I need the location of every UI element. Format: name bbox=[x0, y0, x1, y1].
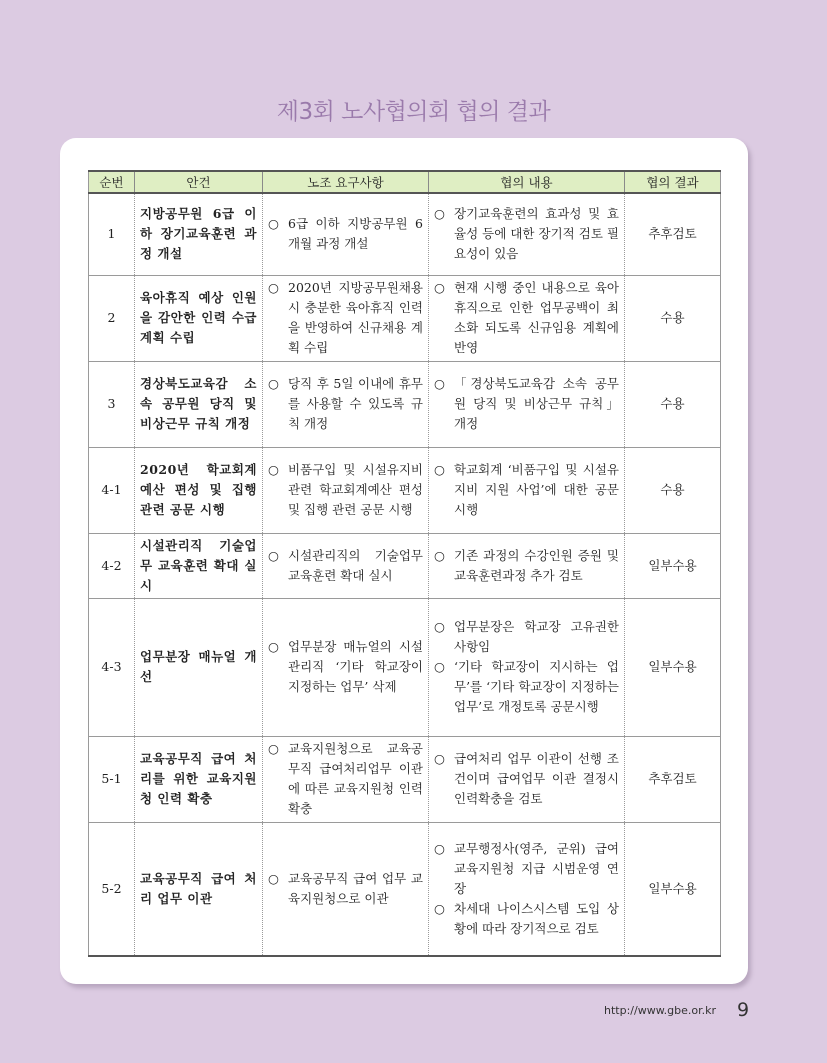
content-text: 현재 시행 중인 내용으로 육아휴직으로 인한 업무공백이 최소화 되도록 신규임용 계획에 반영 bbox=[454, 280, 619, 355]
page-number: 9 bbox=[737, 999, 750, 1021]
table-row bbox=[89, 736, 721, 822]
table-row bbox=[89, 598, 721, 736]
content-text: 급여처리 업무 이관이 선행 조건이며 급여업무 이관 결정시 인력확충을 검토 bbox=[454, 751, 619, 806]
demand-text: 2020년 지방공무원채용 시 충분한 육아휴직 인력을 반영하여 신규채용 계획 수립 bbox=[288, 280, 423, 355]
table-row bbox=[89, 533, 721, 598]
content-text: 차세대 나이스시스템 도입 상황에 따라 장기적으로 검토 bbox=[454, 900, 619, 936]
row-result: 일부수용 bbox=[625, 598, 721, 736]
header-contents: 협의 내용 bbox=[429, 171, 625, 193]
row-demands: ○ 업무분장 매뉴얼의 시설관리직 ‘기타 학교장이 지정하는 업무’ 삭제 bbox=[263, 598, 429, 736]
row-number: 4-3 bbox=[89, 598, 135, 736]
row-number: 2 bbox=[89, 275, 135, 361]
row-contents: ○ 장기교육훈련의 효과성 및 효율성 등에 대한 장기적 검토 필요성이 있음 bbox=[429, 193, 625, 275]
table-row bbox=[89, 193, 721, 275]
header-no: 순번 bbox=[89, 171, 135, 193]
row-agenda: 경상북도교육감 소속 공무원 당직 및 비상근무 규칙 개정 bbox=[135, 361, 263, 447]
table-row bbox=[89, 447, 721, 533]
row-result: 추후검토 bbox=[625, 193, 721, 275]
row-agenda: 시설관리직 기술업무 교육훈련 확대 실시 bbox=[135, 533, 263, 598]
row-result: 일부수용 bbox=[625, 822, 721, 956]
table-row bbox=[89, 822, 721, 956]
row-number: 3 bbox=[89, 361, 135, 447]
page-title: 제3회 노사협의회 협의 결과 bbox=[276, 99, 551, 125]
table-row bbox=[89, 275, 721, 361]
row-number: 5-2 bbox=[89, 822, 135, 956]
row-demands: ○ 2020년 지방공무원채용 시 충분한 육아휴직 인력을 반영하여 신규채용 계획 수립 bbox=[263, 275, 429, 361]
row-contents: ○ 기존 과정의 수강인원 증원 및 교육훈련과정 추가 검토 bbox=[429, 533, 625, 598]
content-text: 장기교육훈련의 효과성 및 효율성 등에 대한 장기적 검토 필요성이 있음 bbox=[454, 206, 619, 262]
row-demands: ○ 시설관리직의 기술업무 교육훈련 확대 실시 bbox=[263, 533, 429, 598]
header-demands: 노조 요구사항 bbox=[263, 171, 429, 193]
row-demands: ○ 비품구입 및 시설유지비 관련 학교회계예산 편성 및 집행 관련 공문 시행 bbox=[263, 447, 429, 533]
content-card bbox=[60, 138, 748, 984]
content-text: 「경상북도교육감 소속 공무원 당직 및 비상근무 규칙」 개정 bbox=[454, 376, 619, 431]
row-result: 일부수용 bbox=[625, 533, 721, 598]
row-number: 5-1 bbox=[89, 736, 135, 822]
row-demands: ○ 6급 이하 지방공무원 6개월 과정 개설 bbox=[263, 193, 429, 275]
row-contents: ○ 교무행정사(영주, 군위) 급여 교육지원청 지급 시범운영 연장 ○ 차세대 나이스시스템 도입 상황에 따라 장기적으로 검토 bbox=[429, 822, 625, 956]
demand-text: 교육공무직 급여 업무 교육지원청으로 이관 bbox=[288, 870, 423, 906]
footer-url: http://www.gbe.or.kr bbox=[604, 1004, 717, 1017]
row-result: 수용 bbox=[625, 275, 721, 361]
row-number: 4-1 bbox=[89, 447, 135, 533]
row-result: 수용 bbox=[625, 447, 721, 533]
content-text: ‘기타 학교장이 지시하는 업무’를 ‘기타 학교장이 지정하는 업무’로 개정토록 공문시행 bbox=[454, 659, 619, 714]
row-agenda: 육아휴직 예상 인원을 감안한 인력 수급 계획 수립 bbox=[135, 275, 263, 361]
results-table bbox=[88, 170, 721, 957]
row-result: 추후검토 bbox=[625, 736, 721, 822]
content-text: 업무분장은 학교장 고유권한 사항임 bbox=[454, 619, 619, 654]
header-result: 협의 결과 bbox=[625, 171, 721, 193]
row-contents: ○ 현재 시행 중인 내용으로 육아휴직으로 인한 업무공백이 최소화 되도록 신규임용 계획에 반영 bbox=[429, 275, 625, 361]
row-demands: ○ 당직 후 5일 이내에 휴무를 사용할 수 있도록 규칙 개정 bbox=[263, 361, 429, 447]
row-agenda: 교육공무직 급여 처리를 위한 교육지원청 인력 확충 bbox=[135, 736, 263, 822]
row-number: 4-2 bbox=[89, 533, 135, 598]
header-agenda: 안건 bbox=[135, 171, 263, 193]
demand-text: 시설관리직의 기술업무 교육훈련 확대 실시 bbox=[288, 547, 423, 583]
row-demands: ○ 교육지원청으로 교육공무직 급여처리업무 이관에 따른 교육지원청 인력 확충 bbox=[263, 736, 429, 822]
row-contents: ○ 업무분장은 학교장 고유권한 사항임 ○ ‘기타 학교장이 지시하는 업무’를 ‘기타 학교장이 지정하는 업무’로 개정토록 공문시행 bbox=[429, 598, 625, 736]
table-row bbox=[89, 361, 721, 447]
row-number: 1 bbox=[89, 193, 135, 275]
demand-text: 교육지원청으로 교육공무직 급여처리업무 이관에 따른 교육지원청 인력 확충 bbox=[288, 741, 423, 816]
row-contents: ○ 급여처리 업무 이관이 선행 조건이며 급여업무 이관 결정시 인력확충을 검토 bbox=[429, 736, 625, 822]
row-agenda: 2020년 학교회계예산 편성 및 집행 관련 공문 시행 bbox=[135, 447, 263, 533]
demand-text: 업무분장 매뉴얼의 시설관리직 ‘기타 학교장이 지정하는 업무’ 삭제 bbox=[288, 639, 423, 694]
content-text: 학교회계 ‘비품구입 및 시설유지비 지원 사업’에 대한 공문 시행 bbox=[454, 462, 619, 517]
row-agenda: 지방공무원 6급 이하 장기교육훈련 과정 개설 bbox=[135, 193, 263, 275]
row-result: 수용 bbox=[625, 361, 721, 447]
row-agenda: 교육공무직 급여 처리 업무 이관 bbox=[135, 822, 263, 956]
row-contents: ○ 「경상북도교육감 소속 공무원 당직 및 비상근무 규칙」 개정 bbox=[429, 361, 625, 447]
row-contents: ○ 학교회계 ‘비품구입 및 시설유지비 지원 사업’에 대한 공문 시행 bbox=[429, 447, 625, 533]
demand-text: 비품구입 및 시설유지비 관련 학교회계예산 편성 및 집행 관련 공문 시행 bbox=[288, 462, 423, 517]
content-text: 기존 과정의 수강인원 증원 및 교육훈련과정 추가 검토 bbox=[454, 547, 619, 583]
demand-text: 6급 이하 지방공무원 6개월 과정 개설 bbox=[288, 216, 423, 252]
demand-text: 당직 후 5일 이내에 휴무를 사용할 수 있도록 규칙 개정 bbox=[288, 376, 423, 431]
table-header-row bbox=[89, 171, 721, 193]
row-demands: ○ 교육공무직 급여 업무 교육지원청으로 이관 bbox=[263, 822, 429, 956]
row-agenda: 업무분장 매뉴얼 개선 bbox=[135, 598, 263, 736]
content-text: 교무행정사(영주, 군위) 급여 교육지원청 지급 시범운영 연장 bbox=[454, 840, 619, 896]
